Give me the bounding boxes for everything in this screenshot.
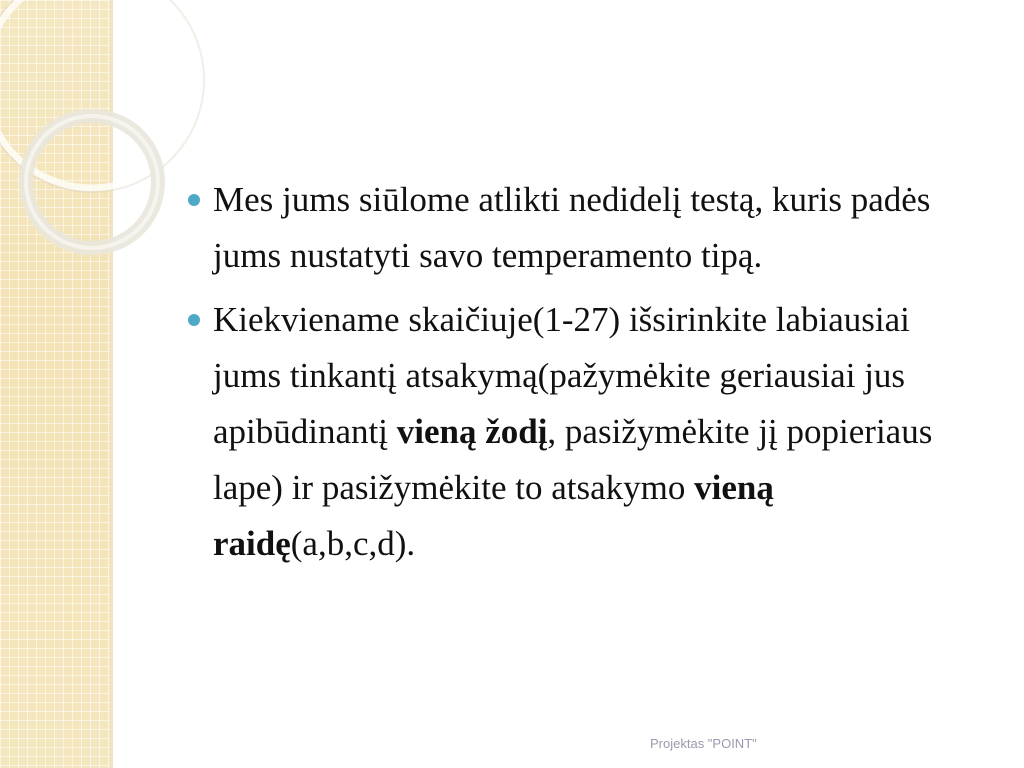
slide-content <box>186 172 976 580</box>
footer-text: Projektas "POINT" <box>650 736 757 751</box>
bullet-2-bold-letter: vieną raidę <box>213 468 774 563</box>
bullet-2-text-part-3: (a,b,c,d). <box>290 524 416 563</box>
bullet-item-1 <box>186 172 976 284</box>
bullet-2-text-part-2: , pasižymėkite jį popieriaus lape) ir pasižymėkite to atsakymo <box>213 412 933 507</box>
bullet-2-bold-word: vieną žodį <box>396 412 548 451</box>
bullet-dot-icon <box>188 314 200 326</box>
bullet-2-text-part-1: Kiekviename skaičiuje(1-27) išsirinkite labiausiai jums tinkantį atsakymą(pažymėkite geriausiai jus apibūdinantį <box>213 300 910 451</box>
bullet-1-text: Mes jums siūlome atlikti nedidelį testą, kuris padės jums nustatyti savo temperamento tipą. <box>213 180 931 275</box>
bullet-dot-icon <box>188 194 200 206</box>
bullet-item-2 <box>186 292 976 572</box>
